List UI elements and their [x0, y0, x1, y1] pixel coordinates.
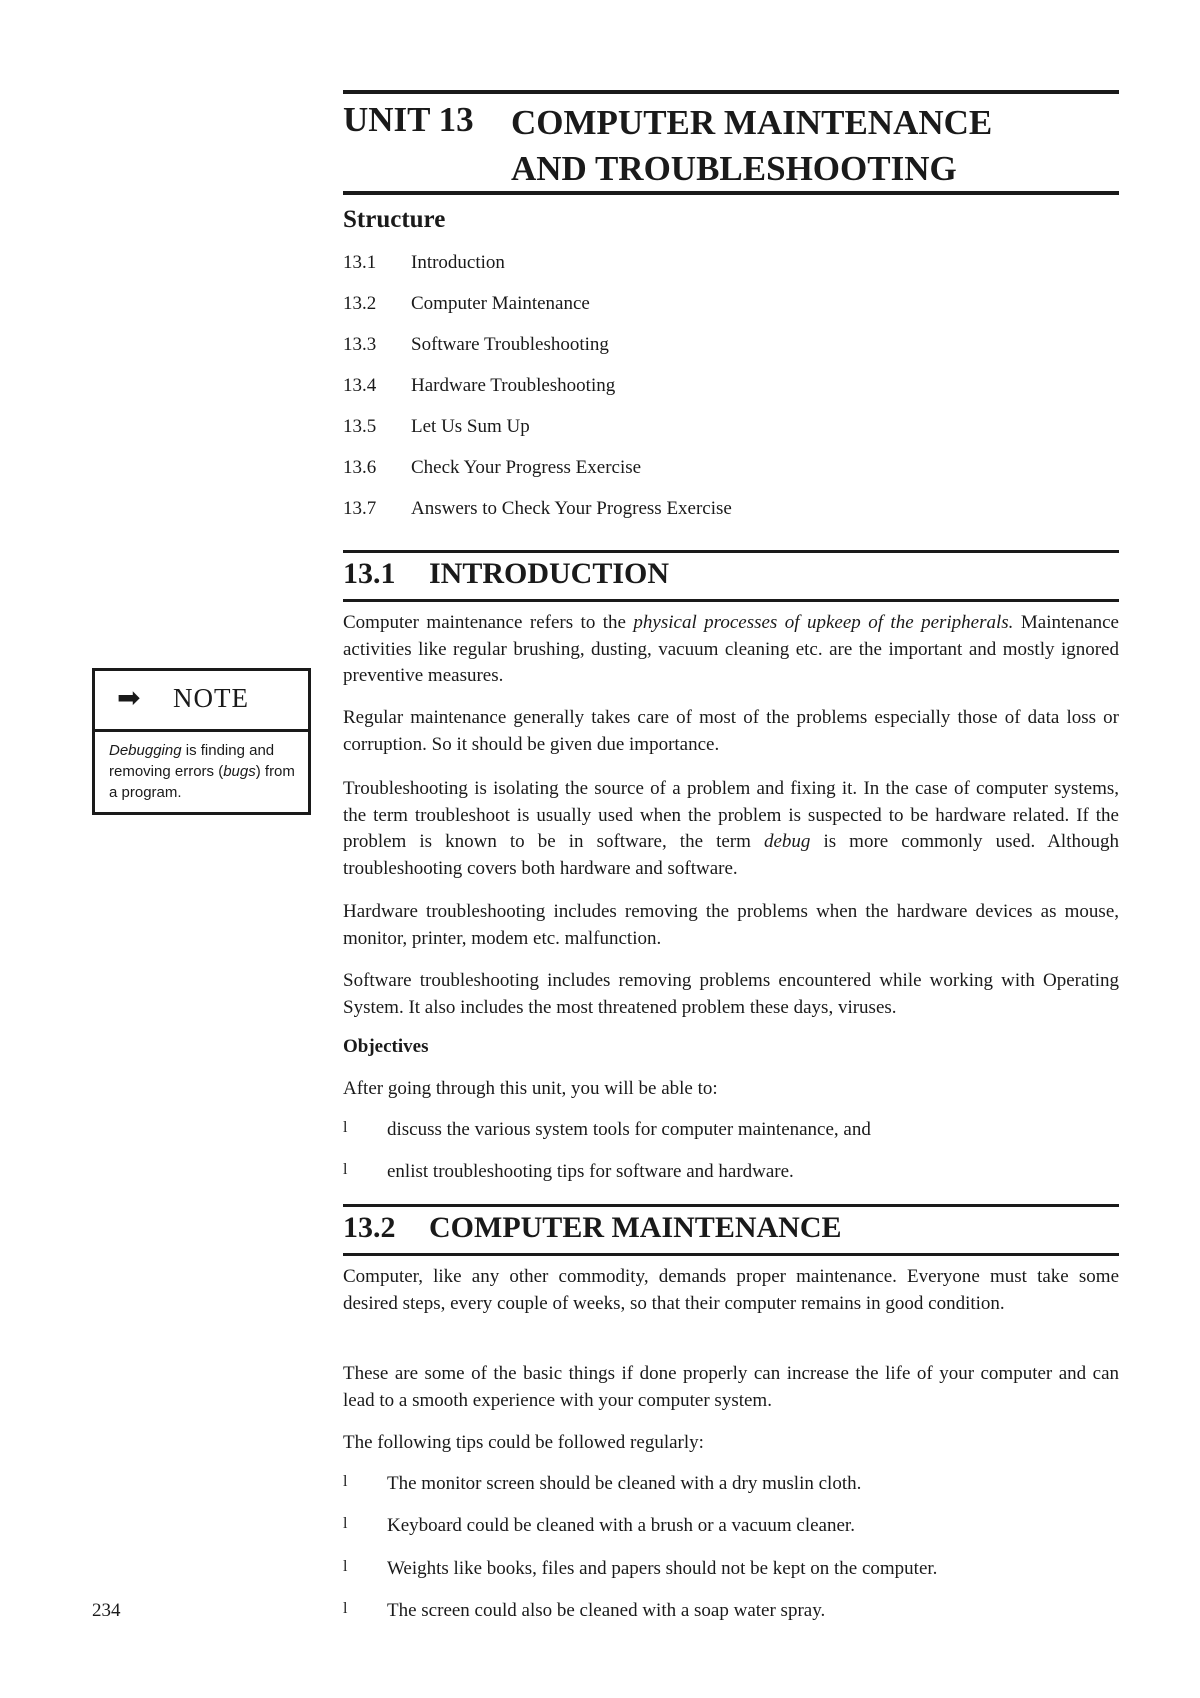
objective-item — [343, 1161, 1119, 1189]
tip-text: Keyboard could be cleaned with a brush or a vacuum cleaner. — [387, 1515, 855, 1536]
page-number: 234 — [92, 1600, 121, 1621]
tip-text: The screen could also be cleaned with a soap water spray. — [387, 1600, 826, 1621]
section-title: COMPUTER MAINTENANCE — [429, 1211, 842, 1244]
text-run: ) from a program. — [109, 763, 295, 801]
structure-item-num: 13.1 — [343, 252, 377, 273]
text-run: Troubleshooting is isolating the source of a problem and fixing it. In the case of computer systems, the term troubleshoot is usually used when the problem is suspected to be hardware related. If the problem is known to be in software, the term — [343, 778, 1119, 852]
note-body — [95, 732, 308, 803]
bullet-mark: l — [343, 1473, 348, 1490]
tip-text: Weights like books, files and papers should not be kept on the computer. — [387, 1558, 938, 1579]
structure-item — [343, 334, 1119, 375]
bullet-mark: l — [343, 1161, 348, 1178]
structure-title: Structure — [343, 206, 446, 233]
section-heading-introduction — [343, 550, 1119, 602]
unit-header — [343, 90, 1119, 195]
emphasis-text: Debugging — [109, 742, 182, 759]
bullet-mark: l — [343, 1558, 348, 1575]
maintenance-paragraph-2: These are some of the basic things if done properly can increase the life of your computer and can lead to a smooth experience with your computer system. — [343, 1363, 1119, 1411]
tip-item — [343, 1558, 1119, 1586]
objectives-title: Objectives — [343, 1036, 429, 1057]
emphasis-text: physical processes of upkeep of the peripherals. — [633, 612, 1014, 633]
structure-item-label: Hardware Troubleshooting — [411, 375, 616, 396]
bullet-mark: l — [343, 1600, 348, 1617]
structure-item-label: Software Troubleshooting — [411, 334, 609, 355]
text-run: Maintenance activities like regular brushing, dusting, vacuum cleaning etc. are the important and mostly ignored preventive measures. — [343, 612, 1119, 686]
objective-text: discuss the various system tools for computer maintenance, and — [387, 1119, 871, 1140]
structure-item-num: 13.5 — [343, 416, 377, 437]
emphasis-text: bugs — [223, 763, 256, 780]
tip-item — [343, 1473, 1119, 1501]
unit-title-line2: AND TROUBLESHOOTING — [511, 149, 957, 188]
objectives-lead: After going through this unit, you will be able to: — [343, 1078, 718, 1099]
objective-item — [343, 1119, 1119, 1147]
note-box — [92, 668, 311, 815]
structure-list — [343, 252, 1119, 539]
structure-item-label: Let Us Sum Up — [411, 416, 530, 437]
structure-item-label: Check Your Progress Exercise — [411, 457, 642, 478]
intro-paragraph-5: Software troubleshooting includes removing problems encountered while working with Operating System. It also includes the most threatened problem these days, viruses. — [343, 970, 1119, 1018]
intro-paragraph-1 — [343, 610, 1119, 690]
structure-item — [343, 457, 1119, 498]
text-run: Computer maintenance refers to the — [343, 612, 634, 633]
maintenance-paragraph-3: The following tips could be followed regularly: — [343, 1432, 704, 1453]
intro-paragraph-4: Hardware troubleshooting includes removing the problems when the hardware devices as mouse, monitor, printer, modem etc. malfunction. — [343, 901, 1119, 949]
text-run: is finding and removing errors ( — [109, 742, 275, 780]
tip-item — [343, 1600, 1119, 1628]
structure-item — [343, 252, 1119, 293]
structure-item-num: 13.3 — [343, 334, 377, 355]
unit-title-line1: COMPUTER MAINTENANCE — [511, 103, 993, 142]
structure-item-label: Introduction — [411, 252, 505, 273]
unit-title — [511, 100, 992, 192]
note-label: NOTE — [173, 683, 249, 713]
structure-item-num: 13.6 — [343, 457, 377, 478]
intro-paragraph-2: Regular maintenance generally takes care of most of the problems especially those of data loss or corruption. So it should be given due importance. — [343, 707, 1119, 755]
bullet-mark: l — [343, 1119, 348, 1136]
tip-text: The monitor screen should be cleaned with a dry muslin cloth. — [387, 1473, 862, 1494]
tip-item — [343, 1515, 1119, 1543]
maintenance-paragraph-1: Computer, like any other commodity, demands proper maintenance. Everyone must take some desired steps, every couple of weeks, so that their computer remains in good condition. — [343, 1266, 1119, 1314]
section-title: INTRODUCTION — [429, 557, 670, 590]
emphasis-text: debug — [763, 831, 811, 852]
section-number: 13.1 — [343, 557, 396, 590]
objective-text: enlist troubleshooting tips for software and hardware. — [387, 1161, 794, 1182]
structure-item-label: Computer Maintenance — [411, 293, 590, 314]
unit-number: UNIT 13 — [343, 100, 474, 139]
structure-item-num: 13.2 — [343, 293, 377, 314]
structure-item — [343, 498, 1119, 539]
structure-item-num: 13.7 — [343, 498, 377, 519]
structure-item-num: 13.4 — [343, 375, 377, 396]
text-run: is more commonly used. Although troubleshooting covers both hardware and software. — [343, 831, 1119, 879]
section-heading-maintenance — [343, 1204, 1119, 1256]
intro-paragraph-3 — [343, 776, 1119, 882]
note-header — [95, 671, 308, 732]
section-number: 13.2 — [343, 1211, 396, 1244]
structure-item — [343, 293, 1119, 334]
structure-item-label: Answers to Check Your Progress Exercise — [411, 498, 732, 519]
structure-item — [343, 375, 1119, 416]
arrow-right-icon: ➡ — [117, 681, 141, 714]
structure-item — [343, 416, 1119, 457]
bullet-mark: l — [343, 1515, 348, 1532]
